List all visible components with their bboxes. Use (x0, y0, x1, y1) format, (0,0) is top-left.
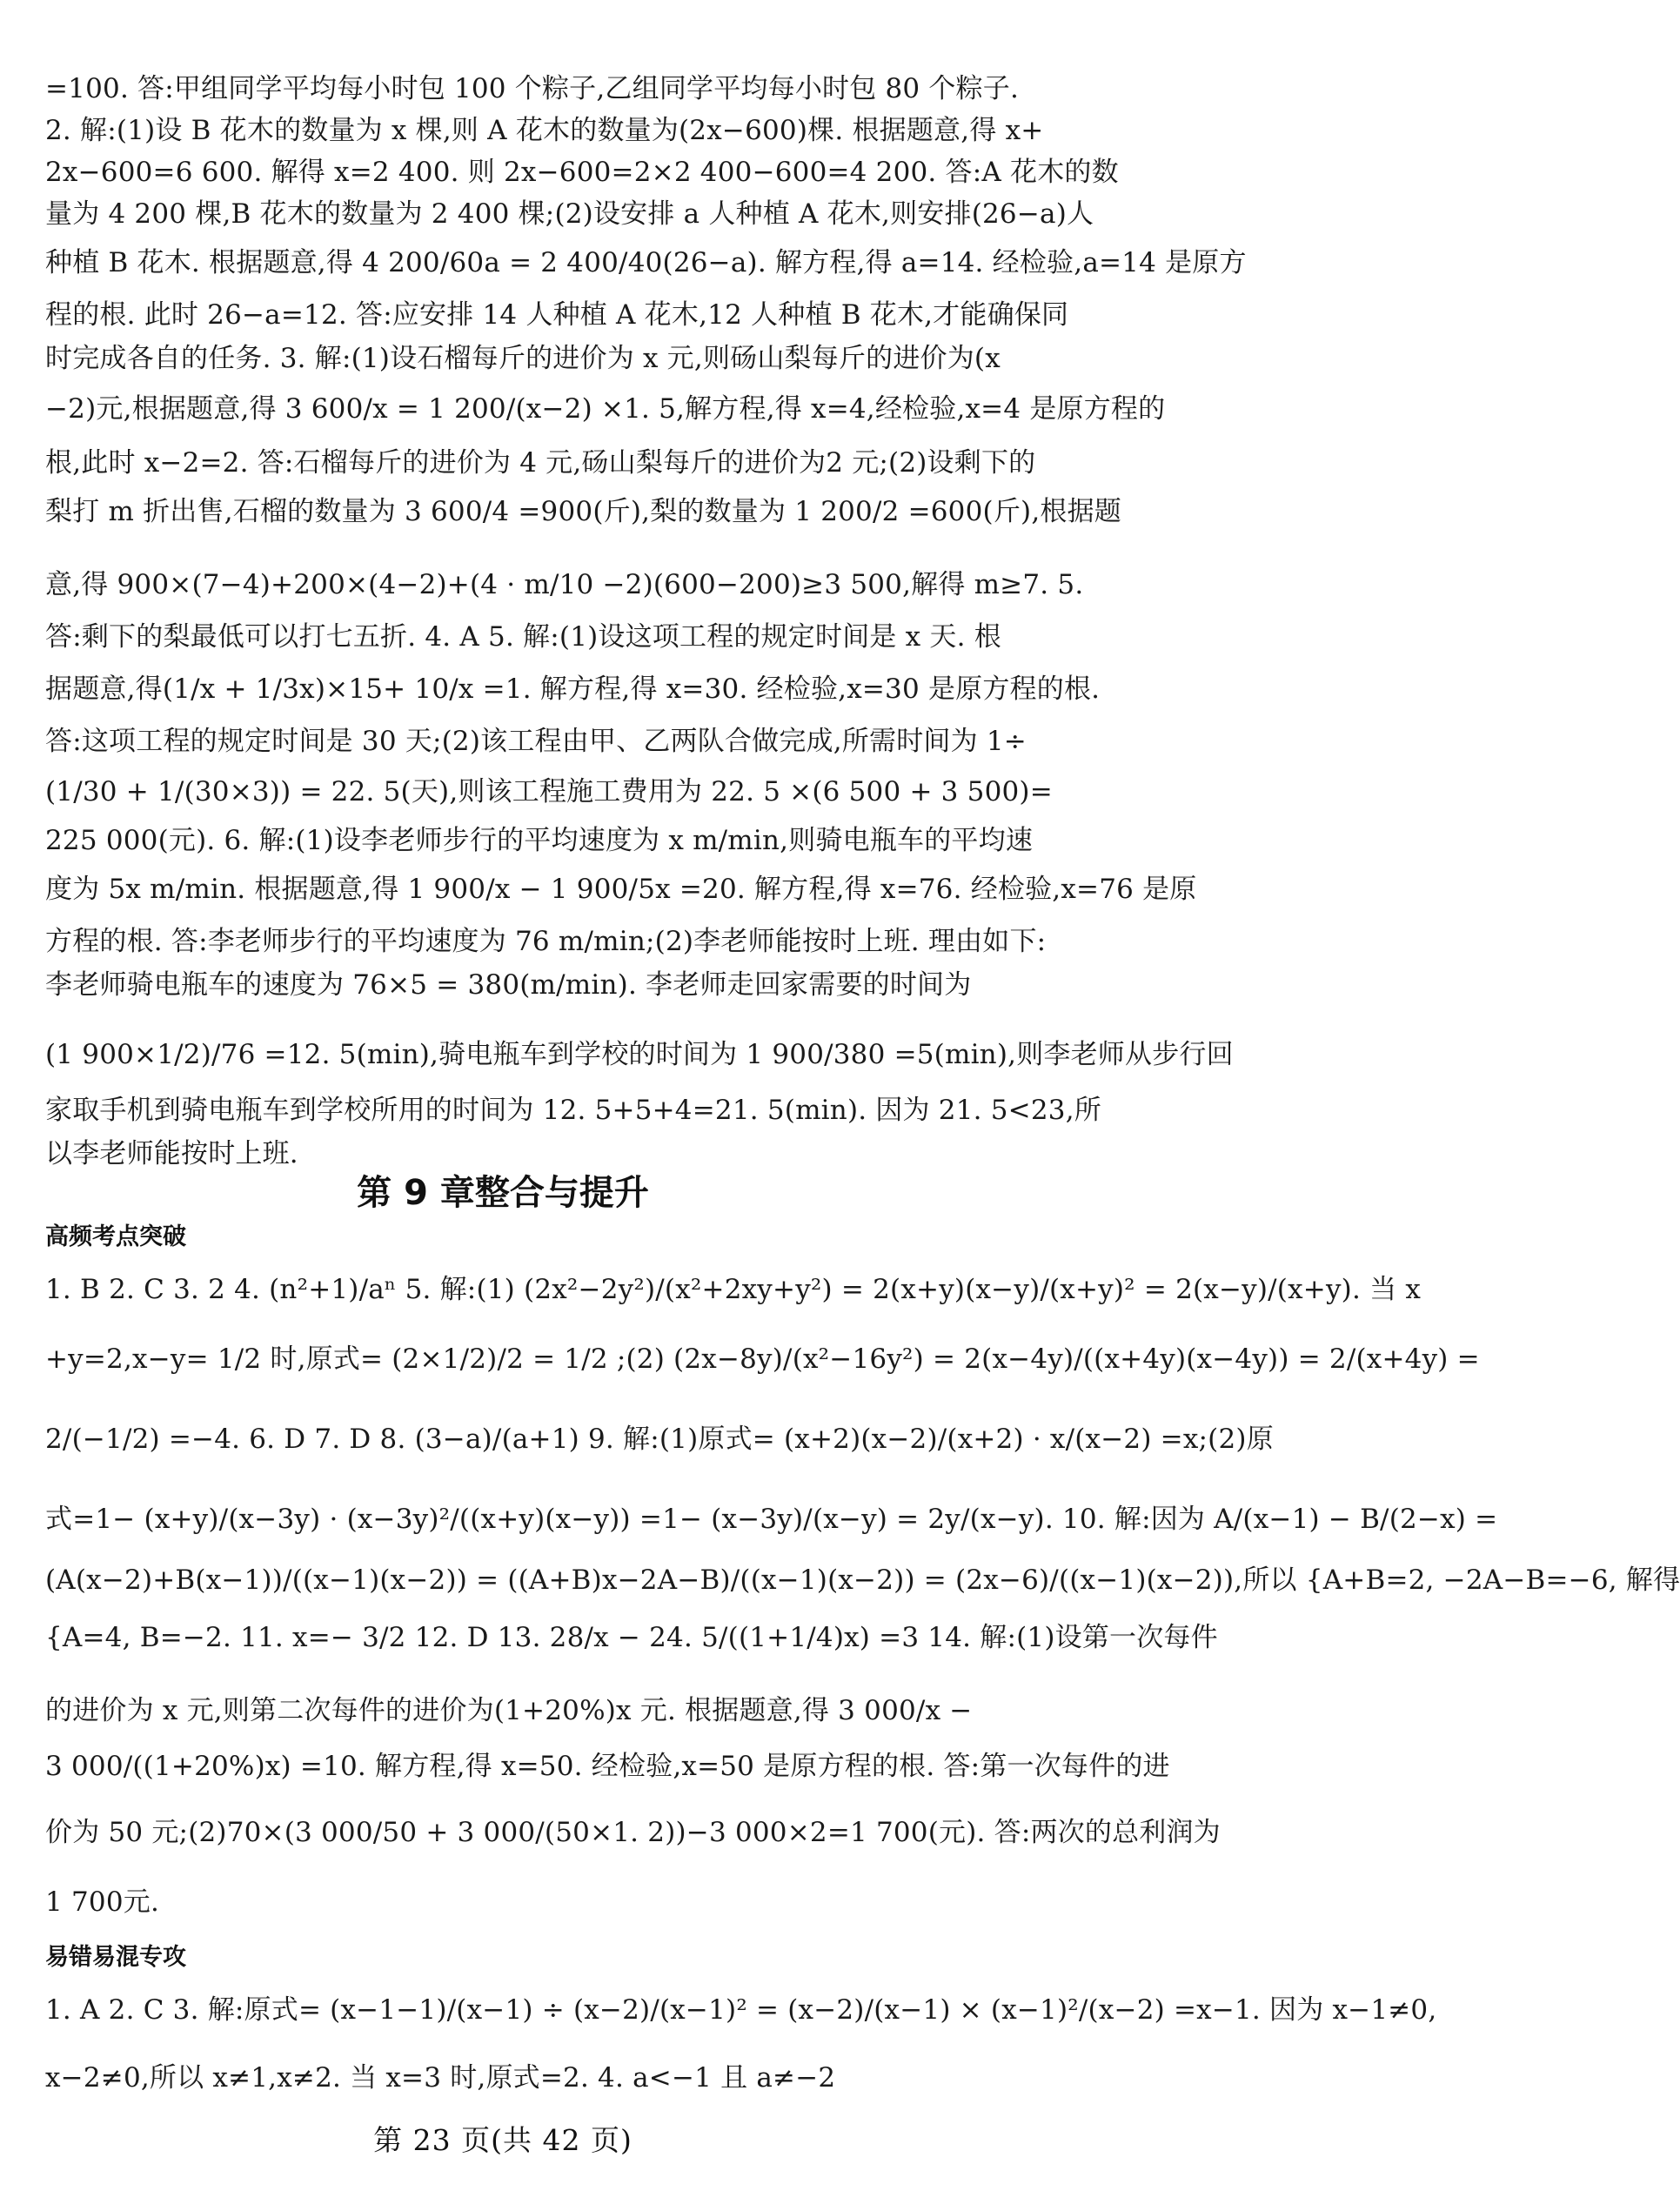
text-line: 价为 50 元;(2)70×(3 000/50 + 3 000/(50×1. 2))−3 000×2=1 700(元). 答:两次的总利润为 (45, 1817, 1221, 1848)
subsection-title: 易错易混专攻 (45, 1944, 186, 1971)
text-line: 以李老师能按时上班. (45, 1138, 298, 1169)
page-number-footer: 第 23 页(共 42 页) (373, 2123, 633, 2157)
subsection-title: 高频考点突破 (45, 1223, 186, 1250)
text-line: 答:这项工程的规定时间是 30 天;(2)该工程由甲、乙两队合做完成,所需时间为 1÷ (45, 726, 1027, 757)
text-line: 根,此时 x−2=2. 答:石榴每斤的进价为 4 元,砀山梨每斤的进价为2 元;(2)设剩下的 (45, 447, 1036, 479)
text-line: 225 000(元). 6. 解:(1)设李老师步行的平均速度为 x m/min,则骑电瓶车的平均速 (45, 825, 1034, 856)
text-line: 梨打 m 折出售,石榴的数量为 3 600/4 =900(斤),梨的数量为 1 200/2 =600(斤),根据题 (45, 496, 1121, 527)
text-line: 1. B 2. C 3. 2 4. (n²+1)/aⁿ 5. 解:(1) (2x²−2y²)/(x²+2xy+y²) = 2(x+y)(x−y)/(x+y)² = 2(x−y)/(x+y). 当 x (45, 1274, 1422, 1305)
text-line: 据题意,得(1/x + 1/3x)×15+ 10/x =1. 解方程,得 x=30. 经检验,x=30 是原方程的根. (45, 673, 1101, 705)
text-line: x−2≠0,所以 x≠1,x≠2. 当 x=3 时,原式=2. 4. a<−1 且 a≠−2 (45, 2062, 836, 2094)
text-line: 2x−600=6 600. 解得 x=2 400. 则 2x−600=2×2 400−600=4 200. 答:A 花木的数 (45, 157, 1119, 188)
text-line: 时完成各自的任务. 3. 解:(1)设石榴每斤的进价为 x 元,则砀山梨每斤的进价为(x (45, 343, 1001, 374)
text-line: 答:剩下的梨最低可以打七五折. 4. A 5. 解:(1)设这项工程的规定时间是 x 天. 根 (45, 621, 1001, 653)
section-title: 第 9 章整合与提升 (357, 1173, 649, 1213)
text-line: =100. 答:甲组同学平均每小时包 100 个粽子,乙组同学平均每小时包 80 个粽子. (45, 73, 1020, 104)
text-line: 度为 5x m/min. 根据题意,得 1 900/x − 1 900/5x =20. 解方程,得 x=76. 经检验,x=76 是原 (45, 874, 1197, 905)
text-line: 方程的根. 答:李老师步行的平均速度为 76 m/min;(2)李老师能按时上班. 理由如下: (45, 926, 1047, 957)
text-line: 程的根. 此时 26−a=12. 答:应安排 14 人种植 A 花木,12 人种植 B 花木,才能确保同 (45, 299, 1069, 331)
text-line: 的进价为 x 元,则第二次每件的进价为(1+20%)x 元. 根据题意,得 3 000/x − (45, 1695, 973, 1726)
text-line: 1. A 2. C 3. 解:原式= (x−1−1)/(x−1) ÷ (x−2)/(x−1)² = (x−2)/(x−1) × (x−1)²/(x−2) =x−1. 因为 x−1≠0, (45, 1994, 1437, 2026)
text-line: −2)元,根据题意,得 3 600/x = 1 200/(x−2) ×1. 5,解方程,得 x=4,经检验,x=4 是原方程的 (45, 393, 1166, 425)
text-line: 量为 4 200 棵,B 花木的数量为 2 400 棵;(2)设安排 a 人种植 A 花木,则安排(26−a)人 (45, 198, 1094, 230)
text-line: 意,得 900×(7−4)+200×(4−2)+(4 · m/10 −2)(600−200)≥3 500,解得 m≥7. 5. (45, 569, 1084, 600)
text-line: 李老师骑电瓶车的速度为 76×5 = 380(m/min). 李老师走回家需要的时间为 (45, 969, 972, 1001)
text-line: 1 700元. (45, 1886, 160, 1918)
text-line: 2/(−1/2) =−4. 6. D 7. D 8. (3−a)/(a+1) 9. 解:(1)原式= (x+2)(x−2)/(x+2) · x/(x−2) =x;(2)原 (45, 1424, 1274, 1455)
text-line: 式=1− (x+y)/(x−3y) · (x−3y)²/((x+y)(x−y)) =1− (x−3y)/(x−y) = 2y/(x−y). 10. 解:因为 A/(x−1) − B/(2−x) = (45, 1504, 1498, 1535)
text-line: (A(x−2)+B(x−1))/((x−1)(x−2)) = ((A+B)x−2A−B)/((x−1)(x−2)) = (2x−6)/((x−1)(x−2)),所以 {A+B=2, −2A−B=−6, 解得 (45, 1564, 1680, 1596)
text-line: (1/30 + 1/(30×3)) = 22. 5(天),则该工程施工费用为 22. 5 ×(6 500 + 3 500)= (45, 776, 1053, 807)
text-line: 2. 解:(1)设 B 花木的数量为 x 棵,则 A 花木的数量为(2x−600)棵. 根据题意,得 x+ (45, 115, 1044, 146)
text-line: 种植 B 花木. 根据题意,得 4 200/60a = 2 400/40(26−a). 解方程,得 a=14. 经检验,a=14 是原方 (45, 247, 1247, 278)
text-line: 家取手机到骑电瓶车到学校所用的时间为 12. 5+5+4=21. 5(min). 因为 21. 5<23,所 (45, 1095, 1101, 1126)
text-line: (1 900×1/2)/76 =12. 5(min),骑电瓶车到学校的时间为 1 900/380 =5(min),则李老师从步行回 (45, 1039, 1234, 1070)
text-line: +y=2,x−y= 1/2 时,原式= (2×1/2)/2 = 1/2 ;(2) (2x−8y)/(x²−16y²) = 2(x−4y)/((x+4y)(x−4y)) = 2/(x+4y) = (45, 1343, 1480, 1375)
text-line: 3 000/((1+20%)x) =10. 解方程,得 x=50. 经检验,x=50 是原方程的根. 答:第一次每件的进 (45, 1751, 1170, 1782)
text-line: {A=4, B=−2. 11. x=− 3/2 12. D 13. 28/x − 24. 5/((1+1/4)x) =3 14. 解:(1)设第一次每件 (45, 1622, 1218, 1653)
